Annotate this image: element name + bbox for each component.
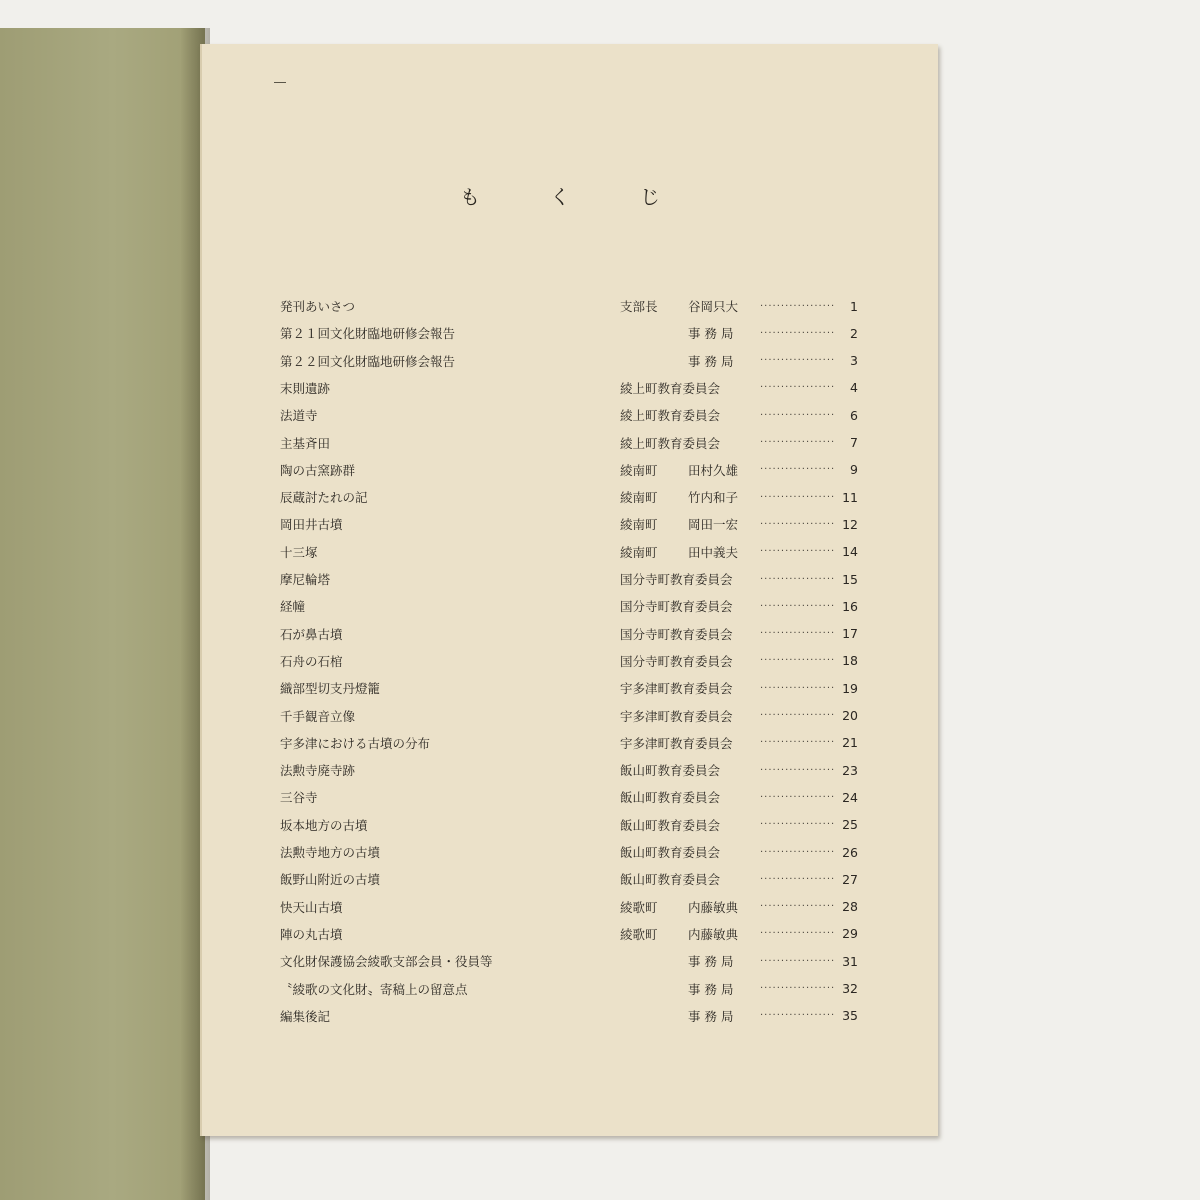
toc-entry-page-number: 14 [842,544,858,560]
toc-entry-org: 国分寺町教育委員会 [620,626,733,642]
toc-entry-page-number: 29 [842,926,858,942]
toc-entry [280,678,858,698]
toc-entry [280,815,858,835]
toc-entry-org: 飯山町教育委員会 [620,872,721,888]
toc-entry-page-number: 25 [842,817,858,833]
toc-entry-page-number: 21 [842,735,858,751]
toc-entry-page-number: 3 [850,353,858,369]
toc-entry-title: 主基斉田 [280,435,331,451]
toc-entry-org: 綾上町教育委員会 [620,380,721,396]
toc-entry-author: 事 務 局 [688,353,734,369]
toc-entry [280,378,858,398]
toc-entry [280,1006,858,1026]
toc-entry [280,869,858,889]
dot-leader [760,765,834,776]
toc-entry-org: 飯山町教育委員会 [620,763,721,779]
toc-entry-org: 綾南町 [620,544,658,560]
toc-entry-page-number: 26 [842,844,858,860]
toc-entry-author: 事 務 局 [688,954,734,970]
toc-entry [280,760,858,780]
toc-entry-org: 宇多津町教育委員会 [620,681,733,697]
dot-leader [760,956,834,967]
toc-entry [280,351,858,371]
toc-entry-org: 綾歌町 [620,899,658,915]
dot-leader [760,464,834,475]
toc-entry-title: 千手観音立像 [280,708,356,724]
toc-entry [280,706,858,726]
toc-entry-org: 綾歌町 [620,926,658,942]
dot-leader [760,355,834,366]
toc-entry-author: 田中義夫 [688,544,739,560]
toc-entry-title: 陣の丸古墳 [280,926,343,942]
toc-entry-title: 石舟の石棺 [280,653,343,669]
toc-entry-author: 事 務 局 [688,326,734,342]
toc-entry-title: 石が鼻古墳 [280,626,343,642]
dot-leader [760,928,834,939]
toc-entry-title: 第２１回文化財臨地研修会報告 [280,326,456,342]
dot-leader [760,901,834,912]
toc-entry [280,433,858,453]
toc-entry [280,924,858,944]
toc-entry-org: 飯山町教育委員会 [620,790,721,806]
toc-entry-author: 田村久雄 [688,462,739,478]
toc-entry-title: 織部型切支丹燈籠 [280,681,381,697]
toc-entry-page-number: 15 [842,571,858,587]
book-cover [0,28,205,1200]
toc-entry-author: 内藤敏典 [688,899,739,915]
toc-entry-title: 末則遺跡 [280,380,331,396]
dot-leader [760,683,834,694]
toc-entry-title: 摩尼輪塔 [280,572,331,587]
toc-entry-title: 坂本地方の古墳 [280,817,368,833]
toc-entry-author: 竹内和子 [688,490,739,506]
toc-entry-page-number: 4 [850,380,858,396]
toc-entry-title: 辰蔵討たれの記 [280,490,368,506]
toc-entry-page-number: 35 [842,1008,858,1024]
toc-entry-title: 三谷寺 [280,790,318,806]
toc-entry-page-number: 28 [842,899,858,915]
toc-entry-title: 〝綾歌の文化財〟寄稿上の留意点 [280,981,468,997]
toc-entry [280,979,858,999]
toc-entry-title: 経幢 [280,599,306,615]
toc-entry [280,787,858,807]
toc-entry-page-number: 31 [842,953,858,969]
toc-entry-title: 快天山古墳 [280,899,343,915]
dot-leader [760,492,834,503]
toc-entry-page-number: 19 [842,680,858,696]
toc-entry-org: 綾上町教育委員会 [620,408,721,424]
toc-entry [280,323,858,343]
dot-leader [760,819,834,830]
contents-page [200,44,938,1136]
dot-leader [760,737,834,748]
toc-entry-org: 飯山町教育委員会 [620,845,721,860]
toc-entry-page-number: 6 [850,407,858,423]
dot-leader [760,574,834,585]
dot-leader [760,382,834,393]
toc-entry-title: 飯野山附近の古墳 [280,872,381,888]
toc-entry-title: 宇多津における古墳の分布 [280,735,431,751]
dot-leader [760,710,834,721]
toc-entry-page-number: 23 [842,762,858,778]
toc-entry-org: 国分寺町教育委員会 [620,572,733,587]
toc-entry-author: 事 務 局 [688,981,734,997]
toc-entry-page-number: 7 [850,435,858,450]
toc-entry-page-number: 16 [842,598,858,614]
toc-entry-page-number: 24 [842,789,858,805]
toc-entry-page-number: 12 [842,516,858,532]
toc-entry [280,842,858,862]
toc-entry-author: 岡田一宏 [688,517,739,533]
toc-entry [280,596,858,616]
dot-leader [760,546,834,557]
dot-leader [760,301,834,312]
toc-entry-org: 綾南町 [620,517,658,533]
dot-leader [760,628,834,639]
dot-leader [760,792,834,803]
toc-entry-title: 法勲寺廃寺跡 [280,763,356,779]
toc-entry-org: 支部長 [620,299,658,314]
toc-entry [280,405,858,425]
title-char: く [550,184,570,209]
toc-entry-org: 綾上町教育委員会 [620,435,721,451]
toc-entry-page-number: 11 [842,489,858,505]
toc-entry-author: 事 務 局 [688,1008,734,1024]
toc-entry-page-number: 2 [850,325,858,341]
toc-entry [280,651,858,671]
toc-entry-org: 飯山町教育委員会 [620,817,721,833]
toc-entry [280,542,858,562]
toc-entry-author: 内藤敏典 [688,926,739,942]
toc-entry-org: 宇多津町教育委員会 [620,708,733,724]
toc-entry [280,514,858,534]
toc-entry-page-number: 18 [842,653,858,669]
dot-leader [760,983,834,994]
dot-leader [760,874,834,885]
dot-leader [760,437,834,448]
dot-leader [760,328,834,339]
toc-entry-page-number: 17 [842,626,858,642]
title-char: も [460,184,480,209]
toc-entry-author: 谷岡只大 [688,299,739,314]
toc-entry [280,897,858,917]
toc-entry-org: 綾南町 [620,490,658,506]
toc-entry-title: 文化財保護協会綾歌支部会員・役員等 [280,954,493,970]
toc-entry-org: 綾南町 [620,462,658,478]
toc-entry-org: 国分寺町教育委員会 [620,653,733,669]
toc-entry-page-number: 32 [842,981,858,996]
toc-entry-page-number: 9 [850,462,858,478]
dot-leader [760,601,834,612]
toc-entry-title: 法道寺 [280,408,318,424]
toc-entry [280,569,858,589]
toc-entry [280,487,858,507]
title-char: じ [640,184,660,209]
page-mark [274,82,286,83]
toc-entry-org: 国分寺町教育委員会 [620,599,733,615]
toc-entry-page-number: 1 [850,298,858,314]
toc-entry-title: 法勲寺地方の古墳 [280,845,381,860]
toc-entry-title: 岡田井古墳 [280,517,343,533]
toc-entry-title: 発刊あいさつ [280,299,356,314]
toc-entry-title: 第２２回文化財臨地研修会報告 [280,353,456,369]
dot-leader [760,1010,834,1021]
toc-entry [280,951,858,971]
toc-entry [280,460,858,480]
toc-entry-title: 陶の古窯跡群 [280,462,356,478]
toc-entry [280,733,858,753]
toc-entry-page-number: 27 [842,871,858,887]
dot-leader [760,847,834,858]
dot-leader [760,410,834,421]
toc-entry-title: 編集後記 [280,1008,331,1024]
toc-entry [280,624,858,644]
toc-entry-page-number: 20 [842,708,858,723]
toc-entry-title: 十三塚 [280,544,318,560]
toc-entry [280,296,858,316]
page-title [460,180,660,210]
toc-entry-org: 宇多津町教育委員会 [620,735,733,751]
dot-leader [760,519,834,530]
dot-leader [760,655,834,666]
